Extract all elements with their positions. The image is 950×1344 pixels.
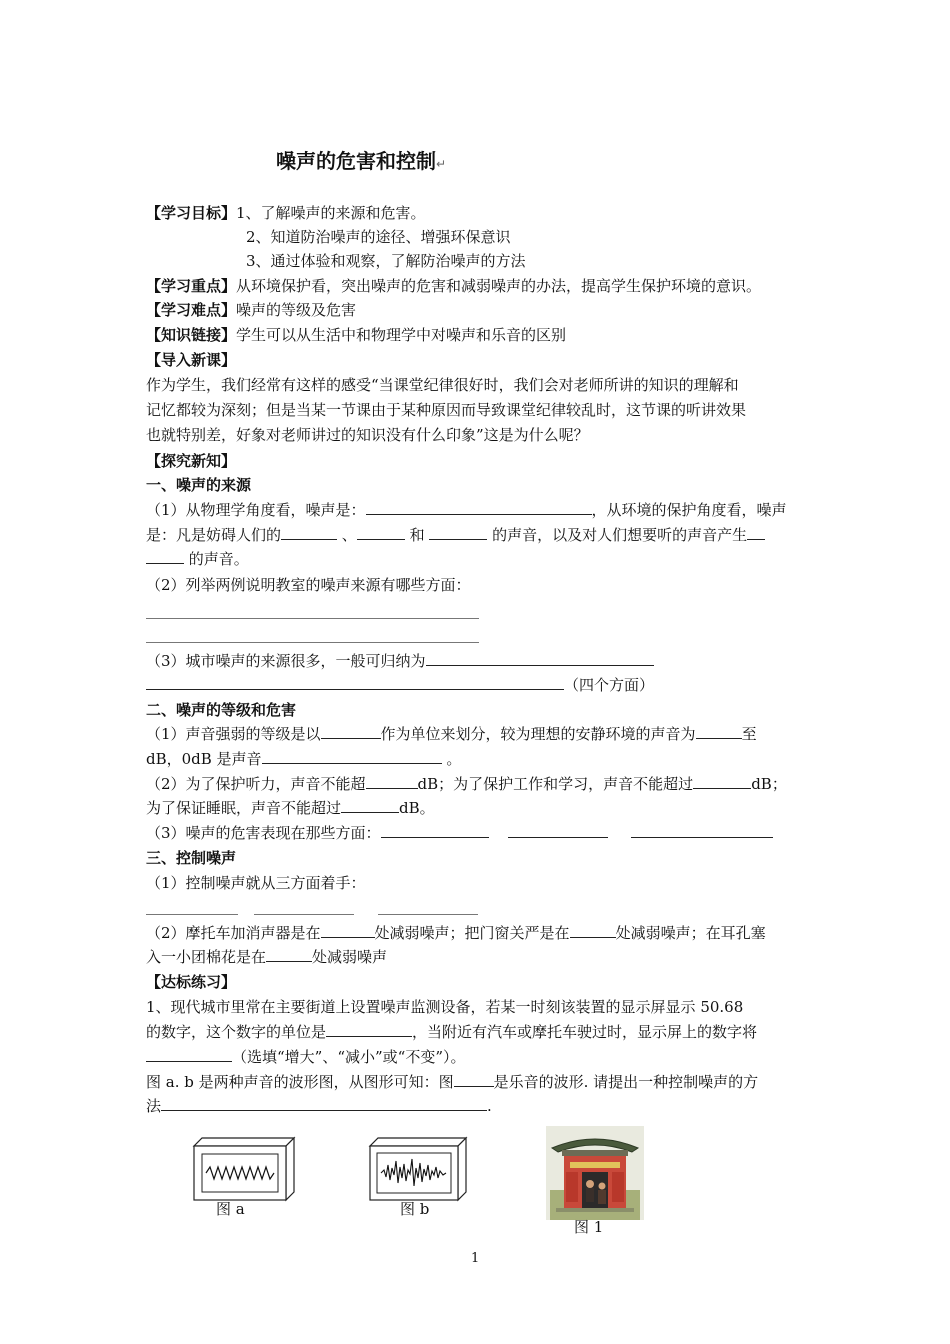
objectives-line-3: 3、通过体验和观察，了解防治噪声的方法 [246,252,526,270]
blank-earplug[interactable] [266,946,312,962]
figure-a-waveform [190,1134,300,1204]
blank-noise-physics[interactable] [366,499,592,515]
practice-line-3: （选填“增大”、“减小”或“不变”）。 [146,1046,466,1068]
difficulty-line: 【学习难点】噪声的等级及危害 [146,301,357,319]
page-title: 噪声的危害和控制↵ [276,149,447,173]
blank-method[interactable] [161,1095,487,1111]
blank-interference-1[interactable] [747,524,765,540]
figure-1-caption: 图 1 [574,1218,604,1236]
objectives-line-1: 【学习目标】1、了解噪声的来源和危害。 [146,204,426,222]
blank-motorcycle[interactable] [321,922,375,938]
figure-b-waveform [366,1134,472,1204]
s1-question-1-line-1: （1）从物理学角度看，噪声是： ，从环境的保护角度看，噪声 [146,501,787,519]
s1-question-3: （3）城市噪声的来源很多，一般可归纳为 [146,650,654,672]
blank-harm-1[interactable] [381,822,489,838]
blank-sleep-db[interactable] [341,797,399,813]
blank-harm-2[interactable] [508,822,608,838]
intro-text-3: 也就特别差，好象对老师讲过的知识没有什么印象”这是为什么呢？ [146,426,589,444]
s2-question-1-line-2: dB，0dB 是声音 。 [146,750,462,768]
explore-heading: 【探究新知】 [146,452,237,470]
s2-question-1-line-1: （1）声音强弱的等级是以 作为单位来划分，较为理想的安静环境的声音为 至 [146,725,757,743]
intro-heading: 【导入新课】 [146,351,237,369]
s3-question-2-line-2: 入一小团棉花是在 处减弱噪声 [146,948,388,966]
blank-harm-3[interactable] [631,822,773,838]
link-line: 【知识链接】学生可以从生活中和物理学中对噪声和乐音的区别 [146,326,567,344]
blank-city-sources-2[interactable] [146,674,564,690]
practice-line-4: 图 a. b 是两种声音的波形图，从图形可知：图 是乐音的波形. 请提出一种控制噪声的方 [146,1073,759,1091]
blank-change-answer[interactable] [146,1046,232,1062]
answer-line-control-2[interactable] [254,914,354,915]
answer-line-2[interactable] [146,642,479,643]
practice-line-2: 的数字，这个数字的单位是 ，当附近有汽车或摩托车驶过时，显示屏上的数字将 [146,1023,758,1041]
blank-unit[interactable] [321,723,381,739]
blank-interference-2[interactable] [146,548,184,564]
answer-line-control-3[interactable] [378,914,478,915]
s2-question-3: （3）噪声的危害表现在那些方面： [146,822,773,844]
section-1-title: 一、噪声的来源 [146,476,252,494]
s1-question-1-line-3: 的声音。 [146,548,249,570]
intro-text-2: 记忆都较为深刻；但是当某一节课由于某种原因而导致课堂纪律较乱时，这节课的听讲效果 [146,401,747,419]
practice-line-5: 法 . [146,1097,492,1115]
s1-question-3-line-2: （四个方面） [146,674,654,696]
blank-quiet-range[interactable] [696,723,742,739]
answer-line-control-1[interactable] [146,914,238,915]
blank-disturb-3[interactable] [429,524,487,540]
blank-city-sources-1[interactable] [426,650,654,666]
focus-line: 【学习重点】从环境保护看，突出噪声的危害和减弱噪声的办法，提高学生保护环境的意识。 [146,277,762,295]
blank-music-figure[interactable] [454,1071,494,1087]
blank-window[interactable] [570,922,616,938]
page-number: 1 [471,1251,480,1266]
figure-1-gate-illustration [546,1126,644,1220]
s3-question-1: （1）控制噪声就从三方面着手： [146,874,366,892]
s1-question-2: （2）列举两例说明教室的噪声来源有哪些方面： [146,576,471,594]
blank-work-db[interactable] [693,773,751,789]
figure-a-caption: 图 a [216,1200,245,1218]
s2-question-2-line-2: 为了保证睡眠，声音不能超过 dB。 [146,799,435,817]
return-mark-icon: ↵ [436,157,447,171]
intro-text-1: 作为学生，我们经常有这样的感受“当课堂纪律很好时，我们会对老师所讲的知识的理解和 [146,376,739,394]
blank-0db-meaning[interactable] [262,748,442,764]
practice-line-1: 1、现代城市里常在主要街道上设置噪声监测设备，若某一时刻该装置的显示屏显示 50.68 [146,998,744,1016]
answer-line-1[interactable] [146,618,479,619]
figure-b-caption: 图 b [400,1200,430,1218]
blank-hearing-db[interactable] [366,773,418,789]
section-2-title: 二、噪声的等级和危害 [146,701,297,719]
section-3-title: 三、控制噪声 [146,849,237,867]
blank-disturb-1[interactable] [281,524,337,540]
blank-disturb-2[interactable] [357,524,405,540]
s3-question-2-line-1: （2）摩托车加消声器是在 处减弱噪声；把门窗关严是在 处减弱噪声；在耳孔塞 [146,924,766,942]
s2-question-2-line-1: （2）为了保护听力，声音不能超 dB；为了保护工作和学习，声音不能超过 dB； [146,775,787,793]
objectives-line-2: 2、知道防治噪声的途径、增强环保意识 [246,228,511,246]
blank-unit-answer[interactable] [326,1021,412,1037]
practice-heading: 【达标练习】 [146,973,237,991]
s1-question-1-line-2: 是：凡是妨碍人们的 、 和 的声音，以及对人们想要听的声音产生 [146,524,765,546]
